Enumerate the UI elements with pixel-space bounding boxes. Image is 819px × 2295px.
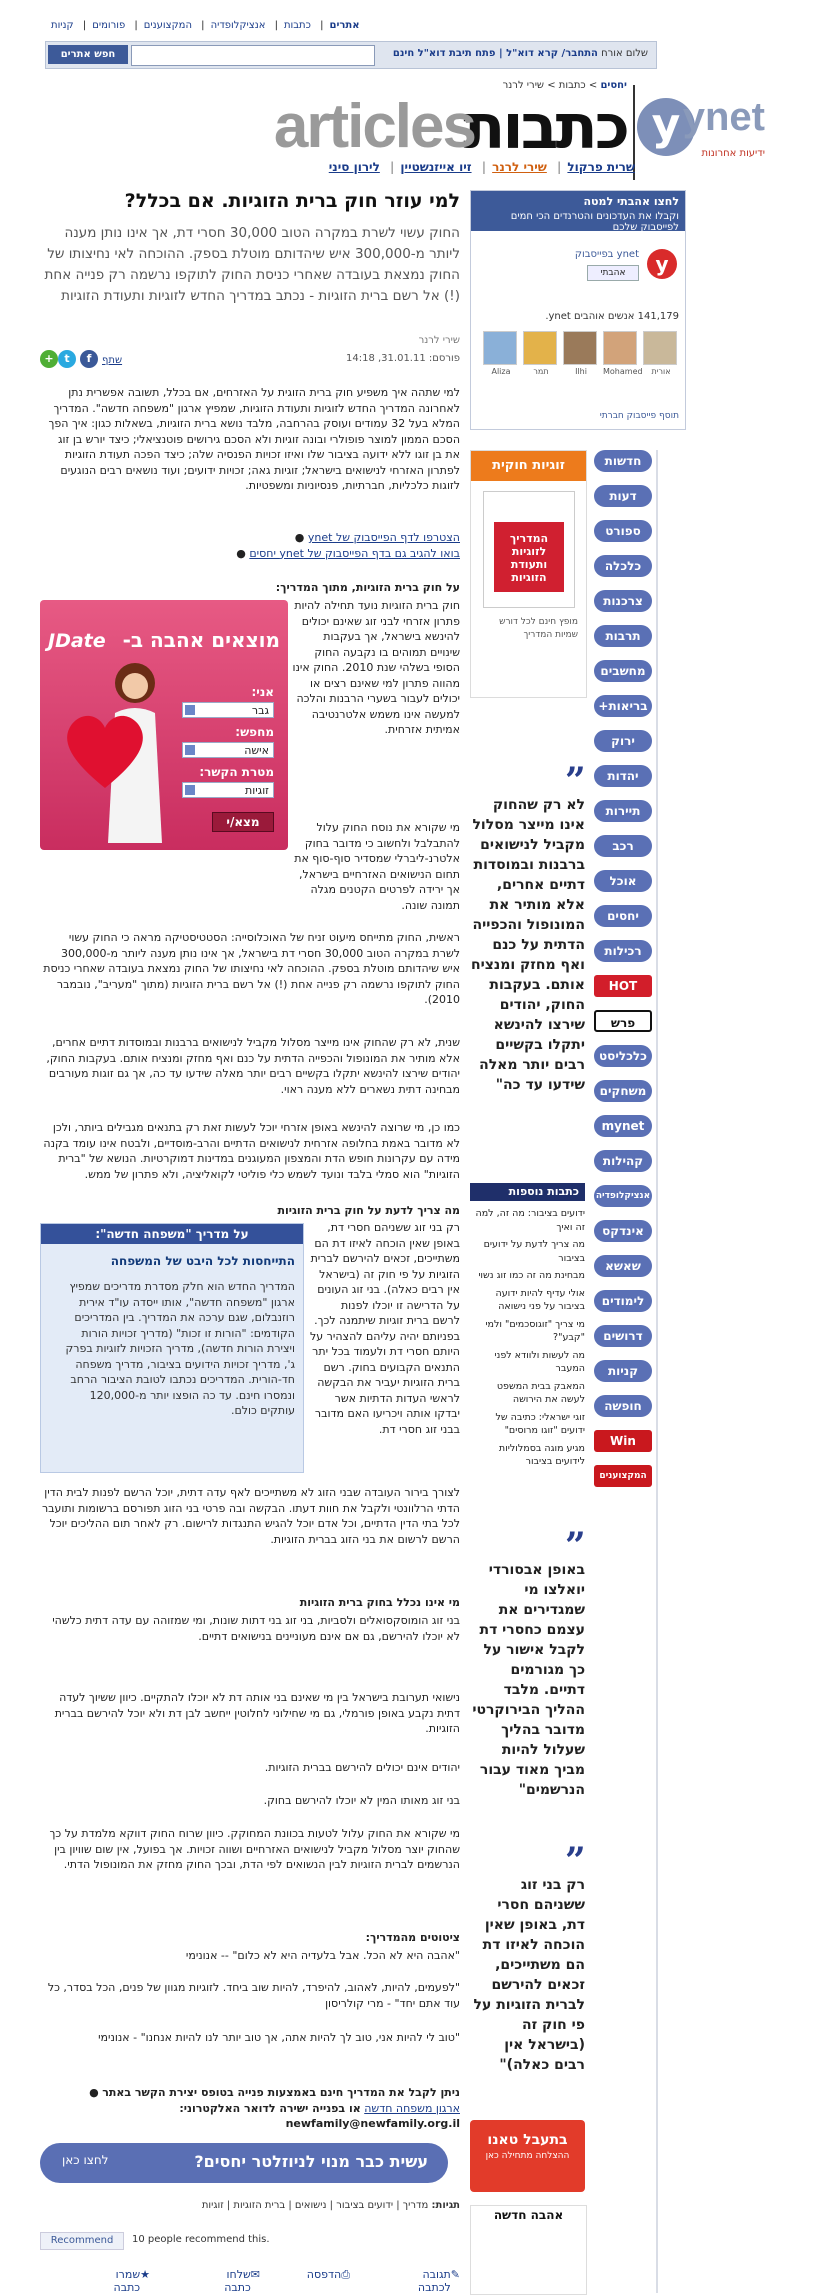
recommend-count: 10 people recommend this.: [132, 2234, 270, 2245]
nav-consumer[interactable]: צרכנות: [594, 590, 652, 612]
guide-cta: ניתן לקבל את המדריך חינם באמצעות פנייה בטופס יצירת הקשר באתר ● ארגון משפחה חדשה או בפנייה ישירה לדואר האלקטרוני: newfamily@newfamily.org.il: [89, 2086, 460, 2130]
section2-title: [40, 1203, 460, 1219]
top-link-articles[interactable]: כתבות: [283, 20, 311, 31]
side-ad-banner[interactable]: [470, 2120, 585, 2192]
jdate-logo: JDate: [48, 630, 106, 652]
search-row: [45, 41, 657, 69]
chevron-down-icon: [185, 705, 195, 715]
side-ad-love[interactable]: [470, 2205, 587, 2295]
new-family-header: על מדריך "משפחה חדשה":: [41, 1224, 303, 1244]
quote-mark-icon: ”: [565, 1840, 586, 1882]
top-links: אתרים| כתבות| אנציקלופדיה| המקצוענים| פורומים| קניות: [51, 20, 360, 31]
paragraph-8: יהודים אינם יכולים להירשם בברית הזוגיות.: [264, 1761, 460, 1774]
section4-title: [40, 1930, 460, 1946]
nav-vacation[interactable]: חופשה: [594, 1395, 652, 1417]
more-article-item[interactable]: המאבק בבית המשפט לעשה את הירושה: [496, 1380, 585, 1405]
nav-calcalist[interactable]: כלכליסט: [594, 1045, 652, 1067]
nav-culture[interactable]: תרבות: [594, 625, 652, 647]
nav-shopping[interactable]: קניות: [594, 1360, 652, 1382]
quote-mark-icon: ”: [565, 1525, 586, 1567]
author-link-1[interactable]: שרית פרקול: [567, 160, 635, 174]
nav-news[interactable]: חדשות: [594, 450, 652, 472]
heart-icon: [60, 710, 150, 790]
nav-games[interactable]: משחקים: [594, 1080, 652, 1102]
nav-gossip[interactable]: רכילות: [594, 940, 652, 962]
section4-title-text: ציטוטים מהמדריך:: [365, 1931, 460, 1944]
paragraph-3: ראשית, החוק מתייחס מיעוט זניח של האוכלוסייה: הסטטיסטיקה מראה כי החוק עשוי לשרת במקרה הטוב 30,000 חסרי דת בישראל, אך אינו נותן מענה ליותר מ-300,000 איש שיהדותם מוטלת בספק. ההוכחה לאי נחיצותו של החוק נמצאת בעובדה שאחרי כניסת החוק לתוקפו נרשמה רק פנייה אחת (!) אל רשם ברית הזוגיות (מתוך "מעריב", נובמבר 2010).: [43, 931, 460, 1006]
nav-parash[interactable]: פרש: [594, 1010, 652, 1032]
breadcrumb: יחסים > כתבות > שירי לרנר: [502, 80, 627, 91]
breadcrumb-relations[interactable]: יחסים: [600, 80, 627, 91]
comment-button[interactable]: ✎ תגובה לכתבה: [417, 2268, 460, 2294]
save-button[interactable]: ★ שמרו כתבה: [113, 2268, 150, 2294]
recommend-button[interactable]: Recommend: [40, 2232, 124, 2250]
cta-line-1: ניתן לקבל את המדריך חינם באמצעות פנייה בטופס יצירת הקשר באתר: [102, 2086, 460, 2099]
facebook-box-header: [471, 191, 685, 231]
nav-relations[interactable]: יחסים: [594, 905, 652, 927]
send-label: שלחו כתבה: [224, 2268, 251, 2294]
nav-communities[interactable]: קהילות: [594, 1150, 652, 1172]
breadcrumb-author[interactable]: שירי לרנר: [502, 80, 545, 91]
twitter-share-icon[interactable]: t: [58, 350, 76, 368]
print-label: הדפסה: [306, 2268, 342, 2281]
nav-mynet[interactable]: mynet: [594, 1115, 652, 1137]
nav-food[interactable]: אוכל: [594, 870, 652, 892]
fb-plugin-label[interactable]: תוסף פייסבוק חברתי: [599, 411, 679, 421]
logo-area: [200, 80, 765, 170]
top-link-sites[interactable]: אתרים: [329, 20, 360, 31]
tags-list[interactable]: מדריך | ידועים בציבור | נישואים | ברית הזוגיות | זוגיות: [201, 2200, 429, 2211]
top-link-shopping[interactable]: קניות: [51, 20, 74, 31]
article-tools: [40, 2268, 460, 2294]
guide-book-title: המדריך לזוגיות ותעודת הזוגיות: [494, 522, 564, 592]
print-button[interactable]: ⎙ הדפסה: [306, 2268, 350, 2281]
chevron-down-icon: [185, 785, 195, 795]
facebook-box-title: לחצו אהבתי למטה: [583, 195, 679, 208]
nav-encyclopedia[interactable]: אנציקלופדיה: [594, 1185, 652, 1207]
article-subhead: החוק עשוי לשרת במקרה הטוב 30,000 חסרי דת, אך אינו נותן מענה ליותר מ-300,000 איש שיהדותם מוטלת בספק. ההוכחה לאי נחיצותו של החוק נמצאת בעובדה שאחרי כניסת החוק לתוקפו נרשמה רק פנייה אחת (!) אל רשם ברית הזוגיות - נכתב במדריך החדש לזוגיות ותעודת הזוגיות: [44, 225, 460, 304]
tags-label: תגיות:: [431, 2200, 460, 2211]
author-link-3[interactable]: זיו אייזנשטיין: [400, 160, 472, 174]
chevron-down-icon: [185, 745, 195, 755]
cta-email[interactable]: newfamily@newfamily.org.il: [285, 2117, 460, 2130]
author-link-2[interactable]: שירי לרנר: [492, 160, 547, 174]
jdate-find-button[interactable]: מצא/י: [212, 812, 274, 832]
nav-green[interactable]: ירוק: [594, 730, 652, 752]
nav-hot[interactable]: HOT: [594, 975, 652, 997]
send-button[interactable]: ✉ שלחו כתבה: [224, 2268, 260, 2294]
nav-divider: [656, 450, 658, 2293]
guide-quote-2: "לפעמים, להיות, לאהוב, להיפרד, להיות שוב ביחד. לזוגיות מגוון של פנים, הכל בסדר, כל עוד אתם יחד" - מרי קולריסון: [47, 1981, 460, 2010]
section3-text: בני זוג הומוסקסואלים ולסביות, בני זוג בני דתות שונות, ומי שמזוהה עם עדה דתית כלשהי לא יוכלו להירשם, גם אם אינם מעוניינים בנישואים דתיים.: [52, 1614, 460, 1643]
nav-win[interactable]: Win: [594, 1430, 652, 1452]
section2-text: רק בני זוג ששניהם חסרי דת, באופן שאין הוכחה לאיזו דת הם משתייכים, זכאים להירשם לברית הזוגיות על פי חוק זה (בישראל אין רבים כאלה). בני זוג העונים על הדרישה זו יוכלו לפנות לרשם ברית זוגיות שיתמנה לכך. בפניותם יהיה עליהם להצהיר על היותם חסרי דת ולעמוד בכל יתר התנאים הקבועים בחוק. רשם ברית הזוגיות יעביר את הבקשה לראשי העדות הדתיות אשר יבדקו אותה ויכריעו האם מדובר בבני זוג חסרי דת.: [310, 1221, 460, 1436]
fb-like-count: 141,179 אנשים אוהבים ynet.: [545, 311, 679, 322]
paragraph-6: לצורך בירור העובדה שבני הזוג לא משתייכים לאף עדה דתית, יוכל הרשם לפנות לבית הדין הדתי הרלוונטי ולקבל את חוות דעתו. הבקשה ובה פרטי בני הזוג תפורסם ברשומות ותועבר לכל בתי הדין הדתיים, וכל אדם יוכל להגיש התנגדות לרישום. רק לאחר תום ההליכים יוכל הרשם לרשום את בני הזוג בברית הזוגיות.: [41, 1486, 460, 1546]
jdate-label-seeking: מחפש:: [235, 725, 274, 739]
friend-avatar[interactable]: [643, 331, 677, 365]
friend-name: תמר: [533, 367, 549, 376]
article-pubdate: פורסם: 31.01.11, 14:18: [345, 353, 460, 364]
guide-book-image[interactable]: [483, 491, 575, 608]
greeting: [393, 48, 648, 59]
breadcrumb-articles[interactable]: כתבות: [558, 80, 586, 91]
articles-logo[interactable]: articles: [273, 92, 475, 161]
jdate-title: מוצאים אהבה ב-: [122, 628, 280, 652]
nav-professionals[interactable]: המקצוענים: [594, 1465, 652, 1487]
top-link-pros[interactable]: המקצוענים: [143, 20, 192, 31]
section3-title: [40, 1595, 460, 1611]
jdate-select-i-am-value: גבר: [251, 704, 269, 717]
nav-shasha[interactable]: שאשא: [594, 1255, 652, 1277]
paragraph-intro: למי שתהה איך משפיע חוק ברית הזוגית על האזרחים, אם בכלל, תשובה אפשרית נתן לאחרונה המדריך החדש לזוגיות ותעודת הזוגיות, שמפיץ ארגון "משפחה חדשה". המדריך המלא בעל 32 עמודים ועוסק בהרחבה, מלבד נושא ברית הזוגיות, בשאלות כגון: איך הפך הסכם הממון למוצר פופולרי ובונה זוגיות ולא הסכם גירושים פוטנציאלי; כיצד יורש בן זוג את בן זוגו ללא ידועה בציבור שלו ואיזו זכויות הפנסיה שלה; כיצד הפכה תעודת הזוגיות לפתרון האזרחי לנישואים בישראל; זוגיות גאה; זכויות ידועים; ועוד נושאים רבים הנוגעים לזוגות כלכליות, חברתיות, פנסיוניות ומשפטיות.: [48, 386, 460, 492]
article-headline: למי עוזר חוק ברית הזוגיות. אם בכלל?: [124, 190, 460, 212]
more-article-item[interactable]: ידועים בציבור: מה זה, למה זה ואיך: [475, 1208, 585, 1233]
author-link-4[interactable]: לירון סיני: [328, 160, 380, 174]
nav-computers[interactable]: מחשבים: [594, 660, 652, 682]
quote-mark-icon: ”: [565, 760, 586, 802]
newsletter-click-button[interactable]: לחצו כאן: [62, 2153, 109, 2167]
search-input[interactable]: [131, 45, 375, 66]
jdate-label-i-am: אני:: [251, 685, 274, 699]
more-article-item[interactable]: מבחינת מה זה כמו זוג נשוי: [478, 1270, 585, 1281]
pull-quote-1: לא רק שהחוק אינו מייצר מסלול מקביל לנישואים ברבנות ובמוסדות דתיים אחרים, אלא מותיר את המונופול והכפייה הדתית על כנם ואף מחזק ומנציח אותם. בעקבות החוק, יהודים שירצו להינשא יתקלו בקשיים רבים יותר מאלה שידעו עד כה": [470, 797, 585, 1093]
section3-title-text: מי אינו נכלל בחוק ברית הזוגיות: [299, 1596, 460, 1609]
fb-like-button[interactable]: אהבתי: [587, 265, 639, 281]
friend-name: Mohamed: [603, 367, 643, 376]
jdate-select-seeking-value: אישה: [244, 744, 269, 757]
jdate-select-goal[interactable]: [182, 782, 274, 798]
article-byline[interactable]: שירי לרנר: [418, 335, 460, 346]
nav-economy[interactable]: כלכלה: [594, 555, 652, 577]
more-article-item[interactable]: מה לעשות ולוודא לפני המעבר: [494, 1349, 585, 1374]
more-article-item[interactable]: זוגי ישראלי: כתיבה של ידועים "זוגו מרוסים": [495, 1411, 585, 1436]
guide-quote-3: "טוב לי להיות אני, טוב לך להיות אתה, אך טוב יותר לנו להיות אנחנו" - אנונימי: [98, 2031, 460, 2044]
ynet-logo-icon[interactable]: y: [637, 98, 695, 156]
jdate-label-goal: מטרת הקשר:: [199, 765, 274, 779]
nav-health[interactable]: בריאות+: [594, 695, 652, 717]
friend-avatar[interactable]: [563, 331, 597, 365]
jdate-select-i-am[interactable]: [182, 702, 274, 718]
top-link-encyclopedia[interactable]: אנציקלופדיה: [210, 20, 266, 31]
cta-line-2: או בפנייה ישירה לדואר האלקטרוני:: [179, 2101, 361, 2115]
facebook-box: [470, 190, 686, 430]
paragraph-9: בני זוג מאותו המין לא יוכלו להירשם בחוק.: [263, 1794, 460, 1807]
nav-tourism[interactable]: תיירות: [594, 800, 652, 822]
more-articles-box: [470, 1183, 585, 1467]
search-sites-button[interactable]: חפש אתרים: [48, 45, 128, 64]
more-article-item[interactable]: מגיע מוגה בסמלוליות לידועים בציבור: [498, 1442, 585, 1467]
tags-row: [40, 2200, 460, 2211]
facebook-link-relations[interactable]: בואו להגיב גם בדף הפייסבוק של ynet יחסים: [249, 546, 460, 560]
authors-nav: שרית פרקול| שירי לרנר| זיו אייזנשטיין| לירון סיני: [328, 160, 635, 174]
side-ad-title: בתעבל טאנו: [487, 2132, 568, 2148]
greeting-links[interactable]: התחבר/ קרא דוא"ל | פתח תיבת דוא"ל חינם: [392, 48, 598, 59]
new-family-box: [40, 1223, 304, 1473]
pull-quote-2: באופן אבסורדי יואלצו מי שמגדירים את עצמם כחסרי דת לקבל אישור על כך מגורמים דתיים. מלבד ההליך הבירוקרטי מדובר בהליך שעלול להיות מביך מאוד עבור הנרשמים": [472, 1562, 585, 1798]
side-ad2-title: אהבה חדשה: [493, 2208, 564, 2222]
new-family-subheader: התייחסות לכל היבט של המשפחה: [110, 1254, 295, 1268]
friend-avatar[interactable]: [603, 331, 637, 365]
newsletter-banner[interactable]: [40, 2143, 448, 2183]
nav-jobs[interactable]: דרושים: [594, 1325, 652, 1347]
cta-link-newfamily[interactable]: ארגון משפחה חדשה: [364, 2101, 460, 2115]
nav-studies[interactable]: לימודים: [594, 1290, 652, 1312]
nav-sport[interactable]: ספורט: [594, 520, 652, 542]
more-article-item[interactable]: אולי עדיף להיות ידועה בציבור על פני נישואה: [495, 1287, 585, 1312]
new-family-text: המדריך החדש הוא חלק מסדרת מדריכים שמפיץ ארגון "משפחה חדשה", אותו ייסדה עו"ד אירית רוזנבלום, שגם ערכה את המדריך. בין המדריכים הקודמים: "הורות זו זכות" (מדריך זכויות הורות ויצירת הורות חדשה), מדריך הזכויות לזוגיות בפרק ג', מדריך זכויות הידועים בציבור, מדריך משפחה חד-הורית. המדריכים נכתבו לטובת הציבור הרחב ונמסרו חינם. עד כה הופצו יותר מ-120,000 עותקים כולם.: [65, 1280, 295, 1417]
friend-name: Ilhi: [575, 367, 587, 376]
ynet-fb-logo-icon[interactable]: y: [647, 249, 677, 279]
jdate-select-seeking[interactable]: [182, 742, 274, 758]
share-label[interactable]: שתף: [102, 355, 123, 366]
nav-cars[interactable]: רכב: [594, 835, 652, 857]
paragraph-4: שנית, לא רק שהחוק אינו מייצר מסלול מקביל לנישואים ברבנות ובמוסדות דתיים אחרים, אלא מותיר את המונופול והכפייה הדתית על כנם ואף מחזק ומנציח אותם. בעקבות החוק, יהודים שירצו להינשא יתקלו בקשיים רבים יותר מאלה שידעו עד כה, אך גם זוגות מעורבים מבחינה דתית נשארים ללא מענה ראוי.: [46, 1036, 460, 1096]
more-article-item[interactable]: מי צריך "זוגוסכמים" ולמי "קבע"?: [485, 1318, 585, 1343]
ynet-logo-word[interactable]: ynet: [682, 95, 765, 139]
section1-title-text: על חוק ברית הזוגיות, מתוך המדריך:: [275, 581, 460, 594]
friend-avatar[interactable]: [483, 331, 517, 365]
more-articles-header: כתבות נוספות: [470, 1183, 585, 1201]
paragraph-10: מי שקורא את החוק עלול לטעות בכוונת המחוקק. כיוון שרוח החוק דווקא מלמדת על כך שהחוק יוצר מסלול מקביל לנישואים האזרחיים ושווה זכויות. אך בפועל, אין שום שוויון בין הנרשמים לברית הזוגיות לבין הנשואים לפי הדת, ובכך החוק מחזק את המונופול הדתי.: [49, 1827, 460, 1871]
section2-title-text: מה צריך לדעת על חוק ברית הזוגיות: [277, 1204, 460, 1217]
more-articles-list: [470, 1207, 585, 1473]
ynet-fb-name[interactable]: ynet בפייסבוק: [574, 249, 639, 260]
pull-quote-3: רק בני זוג ששניהם חסרי דת, באופן שאין הוכחה לאיזו דת הם משתייכים, זכאים להירשם לברית הזוגיות על פי חוק זה (בישראל אין רבים כאלה)": [473, 1877, 585, 2073]
facebook-box-subtitle: וקבלו את העדכונים והטרנדים הכי חמים לפייסבוק שלכם: [510, 211, 679, 233]
side-ad-subtitle: ההצלחה מתחילה כאן: [485, 2151, 570, 2161]
paragraph-2: מי שקורא את נוסח החוק עלול להתבלבל ולחשוב כי מדובר בחוק אלטרנ-ליברלי שמסדיר סוף-סוף את תחום הנישואים האזרחיים בישראל, אך ירידה לפרטים הקטנים מגלה תמונה שונה.: [294, 821, 460, 912]
jdate-select-goal-value: זוגיות: [244, 784, 269, 797]
newsletter-text: עשית כבר מנוי לניוזלטר יחסים?: [194, 2152, 428, 2171]
greeting-prefix: שלום אורח: [601, 48, 648, 59]
paragraph-7: נישואי תערובת בישראל בין מי שאינם בני אותה דת לא יוכלו להתקיים. כיוון ששיוך לעדה דתית נקבע באופן פורמלי, גם מי שחילוני לחלוטין ייחשב לבן דת ולא יוכל להירשם בברית הזוגיות.: [54, 1691, 460, 1735]
guides-box[interactable]: [470, 450, 587, 698]
section1-title: [40, 580, 460, 596]
share-icon[interactable]: +: [40, 350, 58, 368]
top-link-forums[interactable]: פורומים: [92, 20, 126, 31]
ynet-tagline: ידיעות אחרונות: [701, 148, 765, 159]
facebook-share-icon[interactable]: f: [80, 350, 98, 368]
save-label: שמרו כתבה: [113, 2268, 141, 2294]
top-bar: [45, 0, 655, 70]
paragraph-5: כמו כן, מי שרוצה להינשא באופן אזרחי יוכל לעשות זאת רק בתנאים מגבילים ביותר, ולכן לא מדובר באמת בחלופה אזרחית לנישואים הדתיים והרב-מוסדיים, ולבטח אינו עומד בקנה מידה עם עקרונות חופש הדת והמצפון המעוגנים במדינות דמוקרטיות. הנושא של "ברית הזוגיות" הוא סמלי בלבד ונועד לשמש כלי פוליטי לקואליציה, ולא פתרון של ממש.: [43, 1121, 460, 1181]
nav-judaism[interactable]: יהדות: [594, 765, 652, 787]
facebook-links: הצטרפו לדף הפייסבוק של ynet ● בואו להגיב גם בדף הפייסבוק של ynet יחסים ●: [236, 531, 460, 560]
jdate-ad[interactable]: [40, 600, 288, 850]
friend-avatar[interactable]: [523, 331, 557, 365]
facebook-link-ynet[interactable]: הצטרפו לדף הפייסבוק של ynet: [307, 531, 460, 544]
section1-text: חוק ברית הזוגיות נועד תחילה להיות פתרון אזרחי לבני זוג שאינם יכולים להינשא בישראל, אך בעקבות שינויים תמוהים בו נקבעה החוק הסופי בשלהי שנת 2010. החוק אינו מהווה פתרון למי שאינם רצים או יכולים לעבור בשערי הרבנות והלכה למעשה אינו משמש אלטרנטיבה אמיתית אזרחית.: [292, 599, 460, 736]
guide-quote-1: "אהבה היא לא הכל. אבל בלעדיה היא לא כלום" -- אנונימי: [185, 1949, 460, 1962]
more-article-item[interactable]: מה צריך לדעת על ידועים בציבור: [483, 1239, 585, 1264]
nav-index[interactable]: אינדקס: [594, 1220, 652, 1242]
friend-name: אורית: [651, 367, 671, 376]
friend-name: Aliza: [491, 367, 511, 376]
comment-label: תגובה לכתבה: [417, 2268, 451, 2294]
guides-caption: מופץ חינם לכל דורש שמיות המדריך: [499, 617, 578, 640]
ktavot-logo[interactable]: כתבות: [463, 90, 627, 163]
guides-header: זוגיות חוקית: [471, 451, 586, 481]
nav-opinions[interactable]: דעות: [594, 485, 652, 507]
